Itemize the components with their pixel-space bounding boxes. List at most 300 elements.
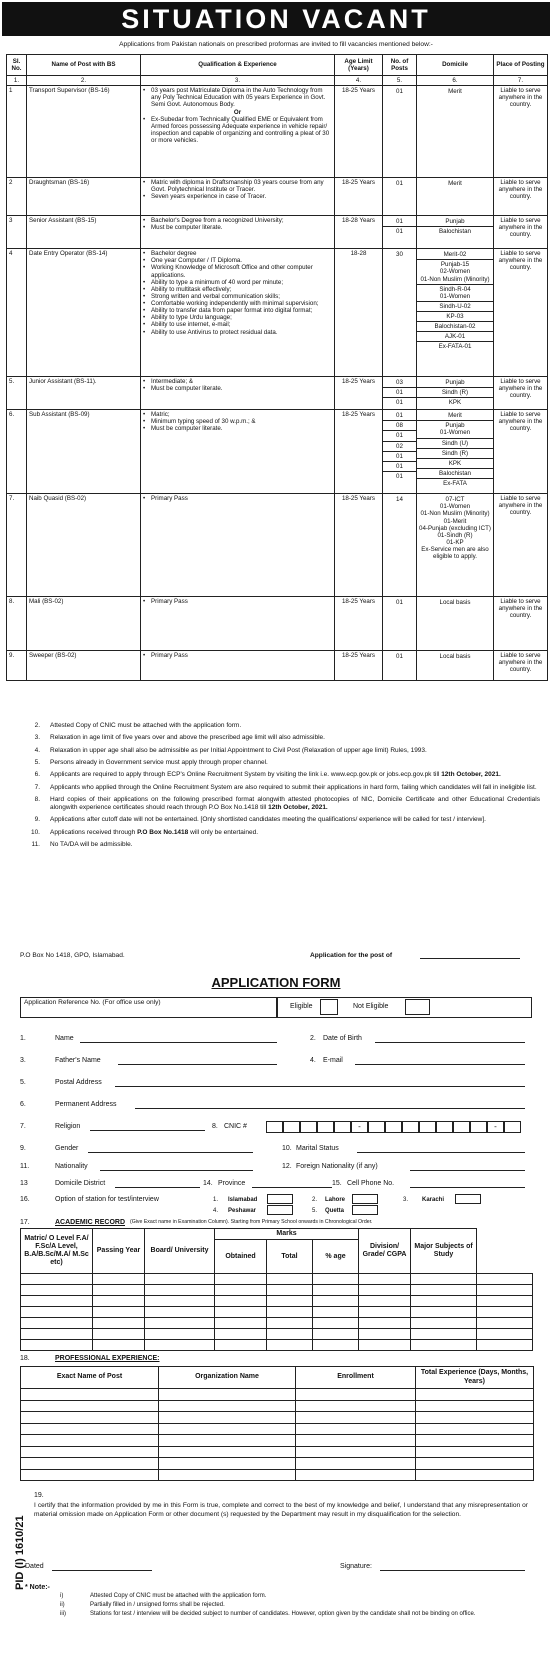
qualification-cell: [141, 651, 335, 681]
cnic-digit-box[interactable]: [419, 1121, 436, 1133]
experience-cell[interactable]: [416, 1400, 534, 1412]
academic-cell[interactable]: [313, 1296, 359, 1307]
posts-count: 01: [383, 387, 416, 397]
domicile-value: Sindh-R-04 01-Women: [417, 284, 493, 301]
academic-header: Passing Year: [93, 1229, 145, 1274]
field-number: 15.: [332, 1180, 342, 1187]
serial-number: 8.: [7, 597, 27, 651]
age-limit: 18-25 Years: [335, 377, 383, 410]
cnic-digit-box[interactable]: [470, 1121, 487, 1133]
academic-cell[interactable]: [411, 1307, 477, 1318]
academic-cell[interactable]: [215, 1296, 267, 1307]
domicile-value: KPK: [417, 397, 493, 407]
qualification-item: • Seven years experience in case of Tracer.: [143, 193, 332, 200]
qualification-cell: [141, 86, 335, 178]
qualification-item: • Ability to use Antivirus to protect residual data.: [143, 329, 332, 336]
place-of-posting: Liable to serve anywhere in the country.: [494, 410, 548, 494]
field-number: 10.: [282, 1145, 292, 1152]
nationality-field[interactable]: [100, 1170, 253, 1171]
station-peshawar-checkbox[interactable]: [267, 1205, 293, 1215]
qualification-item: • Ability to type Urdu language;: [143, 314, 332, 321]
station-number: 4.: [213, 1208, 219, 1214]
notes-list: [20, 722, 540, 853]
academic-row: [21, 1274, 533, 1285]
experience-row: [21, 1400, 534, 1412]
experience-cell[interactable]: [296, 1400, 416, 1412]
academic-cell[interactable]: [359, 1274, 411, 1285]
signature-field[interactable]: [380, 1570, 525, 1571]
station-option-label: Option of station for test/interview: [55, 1196, 159, 1203]
station-quetta-label: Quetta: [325, 1208, 345, 1214]
serial-number: 2: [7, 178, 27, 216]
age-limit: 18-25 Years: [335, 410, 383, 494]
academic-header: Marks: [215, 1229, 359, 1240]
place-of-posting: Liable to serve anywhere in the country.: [494, 651, 548, 681]
academic-cell[interactable]: [21, 1296, 93, 1307]
academic-cell[interactable]: [359, 1329, 411, 1340]
domicile-value: Merit-02: [443, 251, 467, 259]
note-number: 3.: [34, 734, 40, 742]
table-header: Sl. No.: [7, 55, 27, 76]
field-number: 6.: [20, 1101, 26, 1108]
cnic-digit-box[interactable]: -: [351, 1121, 368, 1133]
cnic-digit-box[interactable]: [402, 1121, 419, 1133]
not-eligible-checkbox[interactable]: [405, 999, 430, 1015]
academic-cell[interactable]: [21, 1318, 93, 1329]
note-item: [20, 747, 540, 755]
serial-number: 3: [7, 216, 27, 249]
cnic-digit-box[interactable]: -: [487, 1121, 504, 1133]
academic-cell[interactable]: [93, 1340, 145, 1351]
note-item: [20, 816, 540, 824]
posts-count: 03: [396, 379, 403, 387]
footnote-number: i): [60, 1593, 64, 1599]
experience-cell[interactable]: [416, 1458, 534, 1470]
domicile-value: Merit: [448, 180, 462, 188]
table-row: [7, 651, 548, 681]
experience-cell[interactable]: [296, 1469, 416, 1481]
academic-cell[interactable]: [411, 1285, 477, 1296]
note-text: Applications received through P.O Box No.1418 will only be entertained.: [50, 828, 259, 836]
domicile-cell: [417, 249, 494, 377]
father-name-field[interactable]: [118, 1064, 277, 1065]
table-row: [7, 410, 548, 494]
experience-cell[interactable]: [21, 1458, 159, 1470]
academic-cell[interactable]: [313, 1285, 359, 1296]
academic-header: Matric/ O Level F.A/ F.Sc/A Level, B.A/B.Sc/M.A/ M.Sc etc): [21, 1229, 93, 1274]
place-of-posting: Liable to serve anywhere in the country.: [494, 494, 548, 597]
dated-label: Dated: [25, 1563, 44, 1570]
academic-cell[interactable]: [145, 1340, 215, 1351]
cnic-digit-box[interactable]: [300, 1121, 317, 1133]
age-limit: 18-25 Years: [335, 178, 383, 216]
field-number: 16.: [20, 1196, 30, 1203]
experience-cell[interactable]: [21, 1446, 159, 1458]
academic-row: [21, 1307, 533, 1318]
academic-header: % age: [313, 1240, 359, 1274]
cnic-digit-box[interactable]: [266, 1121, 283, 1133]
domicile-label: Domicile District: [55, 1180, 106, 1187]
note-number: 9.: [34, 816, 40, 824]
academic-cell[interactable]: [21, 1285, 93, 1296]
field-number: 12.: [282, 1163, 292, 1170]
column-number: 2.: [27, 76, 141, 86]
experience-cell[interactable]: [416, 1435, 534, 1447]
academic-cell[interactable]: [21, 1307, 93, 1318]
academic-cell[interactable]: [267, 1340, 313, 1351]
domicile-value: Sindh-U-02: [417, 301, 493, 311]
eligible-checkbox[interactable]: [320, 999, 338, 1015]
qualification-item: • Intermediate; &: [143, 378, 332, 385]
experience-cell[interactable]: [416, 1446, 534, 1458]
academic-cell[interactable]: [359, 1296, 411, 1307]
academic-cell[interactable]: [267, 1296, 313, 1307]
academic-cell[interactable]: [313, 1307, 359, 1318]
academic-cell[interactable]: [477, 1318, 533, 1329]
form-title: APPLICATION FORM: [211, 975, 341, 990]
note-item: [20, 841, 540, 849]
cnic-digit-box[interactable]: [436, 1121, 453, 1133]
station-number: 1.: [213, 1197, 219, 1203]
domicile-cell: [417, 178, 494, 216]
domicile-value: Punjab 01-Women: [417, 420, 493, 437]
cell-phone-label: Cell Phone No.: [347, 1180, 395, 1187]
cnic-label: CNIC #: [224, 1123, 247, 1130]
academic-cell[interactable]: [267, 1285, 313, 1296]
note-text: Relaxation in age limit of five years over and above the prescribed age limit will also admissible.: [50, 734, 325, 742]
table-header: Name of Post with BS: [27, 55, 141, 76]
note-item: [20, 771, 540, 779]
marital-status-field[interactable]: [357, 1152, 525, 1153]
place-of-posting: Liable to serve anywhere in the country.: [494, 377, 548, 410]
post-name: Sub Assistant (BS-09): [27, 410, 141, 494]
academic-cell[interactable]: [267, 1329, 313, 1340]
academic-cell[interactable]: [313, 1340, 359, 1351]
province-label: Province: [218, 1180, 246, 1187]
note-number: 8.: [34, 795, 40, 803]
experience-cell[interactable]: [21, 1435, 159, 1447]
academic-cell[interactable]: [215, 1285, 267, 1296]
academic-cell[interactable]: [411, 1274, 477, 1285]
experience-cell[interactable]: [296, 1446, 416, 1458]
qualification-cell: [141, 494, 335, 597]
signature-label: Signature:: [340, 1563, 372, 1570]
academic-cell[interactable]: [359, 1340, 411, 1351]
posts-cell: [383, 597, 417, 651]
station-islamabad-label: Islamabad: [228, 1197, 258, 1203]
academic-cell[interactable]: [145, 1296, 215, 1307]
table-row: [7, 597, 548, 651]
posts-cell: [383, 377, 417, 410]
note-number: 4.: [34, 746, 40, 754]
posts-cell: [383, 178, 417, 216]
serial-number: 4: [7, 249, 27, 377]
academic-cell[interactable]: [313, 1329, 359, 1340]
academic-cell[interactable]: [411, 1340, 477, 1351]
experience-cell[interactable]: [296, 1412, 416, 1424]
footnote-item: [60, 1593, 530, 1600]
experience-cell[interactable]: [296, 1423, 416, 1435]
posts-cell: [383, 651, 417, 681]
age-limit: 18-25 Years: [335, 86, 383, 178]
domicile-cell: [417, 410, 494, 494]
station-islamabad-checkbox[interactable]: [267, 1194, 293, 1204]
station-number: 3.: [403, 1197, 409, 1203]
field-number: 19.: [34, 1492, 44, 1499]
qualification-item: • Matric with diploma in Draftsmanship 03 years course from any Govt. Polytechnical Institute or Tracer.: [143, 179, 332, 193]
nationality-label: Nationality: [55, 1163, 88, 1170]
experience-cell[interactable]: [416, 1423, 534, 1435]
gender-label: Gender: [55, 1145, 79, 1152]
age-limit: 18-25 Years: [335, 651, 383, 681]
dob-field[interactable]: [375, 1042, 525, 1043]
academic-cell[interactable]: [267, 1318, 313, 1329]
experience-cell[interactable]: [416, 1469, 534, 1481]
name-field[interactable]: [80, 1042, 277, 1043]
posts-count: 30: [396, 251, 403, 259]
post-name: Draughtsman (BS-16): [27, 178, 141, 216]
academic-table: [20, 1228, 533, 1351]
province-field[interactable]: [252, 1187, 332, 1188]
academic-cell[interactable]: [267, 1274, 313, 1285]
academic-cell[interactable]: [477, 1285, 533, 1296]
posts-cell: [383, 494, 417, 597]
email-label: E-mail: [323, 1057, 343, 1064]
academic-cell[interactable]: [411, 1318, 477, 1329]
field-number: 9.: [20, 1145, 26, 1152]
dob-label: Date of Birth: [323, 1035, 362, 1042]
posts-count: 01: [396, 88, 403, 96]
experience-cell[interactable]: [21, 1469, 159, 1481]
post-name: Sweeper (BS-02): [27, 651, 141, 681]
academic-cell[interactable]: [215, 1274, 267, 1285]
marital-status-label: Marital Status: [296, 1145, 339, 1152]
station-quetta-checkbox[interactable]: [352, 1205, 378, 1215]
academic-cell[interactable]: [313, 1318, 359, 1329]
academic-cell[interactable]: [359, 1318, 411, 1329]
academic-cell[interactable]: [93, 1307, 145, 1318]
posts-count: 08: [383, 420, 416, 430]
academic-cell[interactable]: [411, 1296, 477, 1307]
father-name-label: Father's Name: [55, 1057, 101, 1064]
serial-number: 7.: [7, 494, 27, 597]
experience-cell[interactable]: [21, 1412, 159, 1424]
academic-cell[interactable]: [93, 1285, 145, 1296]
qualification-item: • Must be computer literate.: [143, 224, 332, 231]
serial-number: 5.: [7, 377, 27, 410]
posts-cell: [383, 216, 417, 249]
field-number: 11.: [20, 1163, 30, 1170]
domicile-value: Punjab-15 02-Women 01-Non Muslim (Minority): [417, 259, 493, 283]
note-number: 2.: [34, 722, 40, 729]
experience-row: [21, 1446, 534, 1458]
domicile-value: KP-03: [417, 311, 493, 321]
posts-count: 02: [383, 441, 416, 451]
station-lahore-checkbox[interactable]: [352, 1194, 378, 1204]
experience-cell[interactable]: [416, 1389, 534, 1401]
postal-address-field[interactable]: [115, 1086, 525, 1087]
dated-field[interactable]: [52, 1570, 152, 1571]
column-number: 5.: [383, 76, 417, 86]
experience-cell[interactable]: [296, 1435, 416, 1447]
academic-cell[interactable]: [477, 1307, 533, 1318]
academic-cell[interactable]: [359, 1285, 411, 1296]
academic-cell[interactable]: [145, 1307, 215, 1318]
academic-record-title: ACADEMIC RECORD: [55, 1219, 125, 1226]
experience-cell[interactable]: [159, 1446, 296, 1458]
cnic-digit-box[interactable]: [283, 1121, 300, 1133]
cnic-digit-box[interactable]: [504, 1121, 521, 1133]
posts-count: 01: [383, 430, 416, 440]
column-number: 6.: [417, 76, 494, 86]
cnic-digit-box[interactable]: [317, 1121, 334, 1133]
academic-cell[interactable]: [93, 1318, 145, 1329]
column-number: 3.: [141, 76, 335, 86]
cnic-digit-box[interactable]: [334, 1121, 351, 1133]
experience-cell[interactable]: [416, 1412, 534, 1424]
field-number: 14.: [203, 1180, 213, 1187]
academic-header: Major Subjects of Study: [411, 1229, 477, 1274]
field-number: 2.: [310, 1035, 316, 1042]
domicile-value: Local basis: [439, 653, 471, 661]
age-limit: 18-28 Years: [335, 216, 383, 249]
domicile-value: Merit: [448, 412, 462, 420]
field-number: 18.: [20, 1355, 30, 1362]
experience-cell[interactable]: [159, 1458, 296, 1470]
post-name: Junior Assistant (BS-11).: [27, 377, 141, 410]
post-name: Naib Quasid (BS-02): [27, 494, 141, 597]
application-post-label: Application for the post of: [310, 952, 393, 959]
qualification-item: • Ability to multitask effectively;: [143, 286, 332, 293]
academic-cell[interactable]: [267, 1307, 313, 1318]
experience-cell[interactable]: [159, 1389, 296, 1401]
foreign-nationality-field[interactable]: [410, 1170, 525, 1171]
academic-cell[interactable]: [145, 1318, 215, 1329]
academic-cell[interactable]: [411, 1329, 477, 1340]
academic-cell[interactable]: [215, 1318, 267, 1329]
academic-cell[interactable]: [215, 1329, 267, 1340]
academic-cell[interactable]: [313, 1274, 359, 1285]
field-number: 7.: [20, 1123, 26, 1130]
email-field[interactable]: [355, 1064, 525, 1065]
application-post-line[interactable]: [420, 958, 520, 959]
qualification-item: • 03 years post Matriculate Diploma in the Auto Technology from any Poly Technical Education with 05 years Experience in Govt. Semi Govt. Autonomous Body.: [143, 87, 332, 108]
academic-cell[interactable]: [21, 1329, 93, 1340]
posts-count: 01: [383, 397, 416, 407]
experience-header: Enrollment: [296, 1367, 416, 1389]
station-number: 2.: [312, 1197, 318, 1203]
academic-cell[interactable]: [21, 1274, 93, 1285]
academic-cell[interactable]: [215, 1340, 267, 1351]
academic-cell[interactable]: [477, 1274, 533, 1285]
cnic-digit-box[interactable]: [385, 1121, 402, 1133]
posts-count: 14: [396, 496, 403, 504]
station-karachi-checkbox[interactable]: [455, 1194, 481, 1204]
academic-header: Total: [267, 1240, 313, 1274]
academic-cell[interactable]: [477, 1329, 533, 1340]
domicile-cell: [417, 377, 494, 410]
note-text: Persons already in Government service must apply through proper channel.: [50, 758, 268, 766]
cnic-digit-box[interactable]: [368, 1121, 385, 1133]
domicile-value: AJK-01: [417, 331, 493, 341]
posts-count: 01: [396, 653, 403, 661]
domicile-field[interactable]: [115, 1187, 200, 1188]
note-text: Hard copies of their applications on the following prescribed format alongwith attested photocopies of NIC, Domicile Certificate and other Educational Credentials alongwith experience certificates should reach through P.O Box No.1418 till 12th October, 2021.: [50, 795, 540, 811]
po-box-address: P.O Box No 1418, GPO, Islamabad.: [20, 952, 125, 959]
academic-cell[interactable]: [359, 1307, 411, 1318]
gender-field[interactable]: [88, 1152, 253, 1153]
note-number: 6.: [34, 771, 40, 779]
academic-cell[interactable]: [477, 1296, 533, 1307]
academic-cell[interactable]: [477, 1340, 533, 1351]
posts-count: 01: [396, 599, 403, 607]
experience-cell[interactable]: [159, 1400, 296, 1412]
academic-row: [21, 1285, 533, 1296]
qualification-cell: [141, 597, 335, 651]
cell-phone-field[interactable]: [410, 1187, 525, 1188]
experience-cell[interactable]: [159, 1469, 296, 1481]
academic-cell[interactable]: [21, 1340, 93, 1351]
academic-header: Division/ Grade/ CGPA: [359, 1229, 411, 1274]
note-text: Applicants who applied through the Online Recruitment System are also required to submit their applications in hard form, failing which candidates will fall in ineligible list.: [50, 783, 537, 791]
academic-cell[interactable]: [145, 1274, 215, 1285]
note-item: [20, 722, 540, 730]
academic-cell[interactable]: [93, 1329, 145, 1340]
experience-cell[interactable]: [21, 1400, 159, 1412]
posts-count: 01: [396, 218, 403, 226]
academic-cell[interactable]: [145, 1329, 215, 1340]
posts-cell: [383, 249, 417, 377]
table-header: No. of Posts: [383, 55, 417, 76]
experience-cell[interactable]: [21, 1423, 159, 1435]
experience-cell[interactable]: [159, 1435, 296, 1447]
page-title: SITUATION VACANT: [2, 2, 550, 36]
serial-number: 1: [7, 86, 27, 178]
academic-cell[interactable]: [93, 1296, 145, 1307]
academic-cell[interactable]: [93, 1274, 145, 1285]
experience-cell[interactable]: [296, 1458, 416, 1470]
domicile-value: Sindh (U): [417, 438, 493, 448]
pid-label: PID (I) 1610/21: [14, 1515, 26, 1590]
experience-cell[interactable]: [21, 1389, 159, 1401]
experience-cell[interactable]: [159, 1412, 296, 1424]
religion-field[interactable]: [90, 1130, 205, 1131]
academic-row: [21, 1318, 533, 1329]
academic-cell[interactable]: [145, 1285, 215, 1296]
station-peshawar-label: Peshawar: [228, 1208, 257, 1214]
table-row: [7, 86, 548, 178]
domicile-value: Balochistan: [417, 226, 493, 236]
note-number: 10.: [30, 828, 40, 836]
experience-row: [21, 1423, 534, 1435]
post-name: Senior Assistant (BS-15): [27, 216, 141, 249]
qualification-item: • Ability to use internet, e-mail;: [143, 321, 332, 328]
place-of-posting: Liable to serve anywhere in the country.: [494, 178, 548, 216]
field-number: 4.: [310, 1057, 316, 1064]
domicile-cell: [417, 651, 494, 681]
note-item: [20, 829, 540, 837]
permanent-address-field[interactable]: [135, 1108, 525, 1109]
posts-cell: [383, 86, 417, 178]
academic-cell[interactable]: [215, 1307, 267, 1318]
qualification-cell: [141, 178, 335, 216]
posts-count: 01: [383, 471, 416, 481]
experience-cell[interactable]: [296, 1389, 416, 1401]
serial-number: 6.: [7, 410, 27, 494]
cnic-digit-box[interactable]: [453, 1121, 470, 1133]
experience-cell[interactable]: [159, 1423, 296, 1435]
qualification-cell: [141, 216, 335, 249]
